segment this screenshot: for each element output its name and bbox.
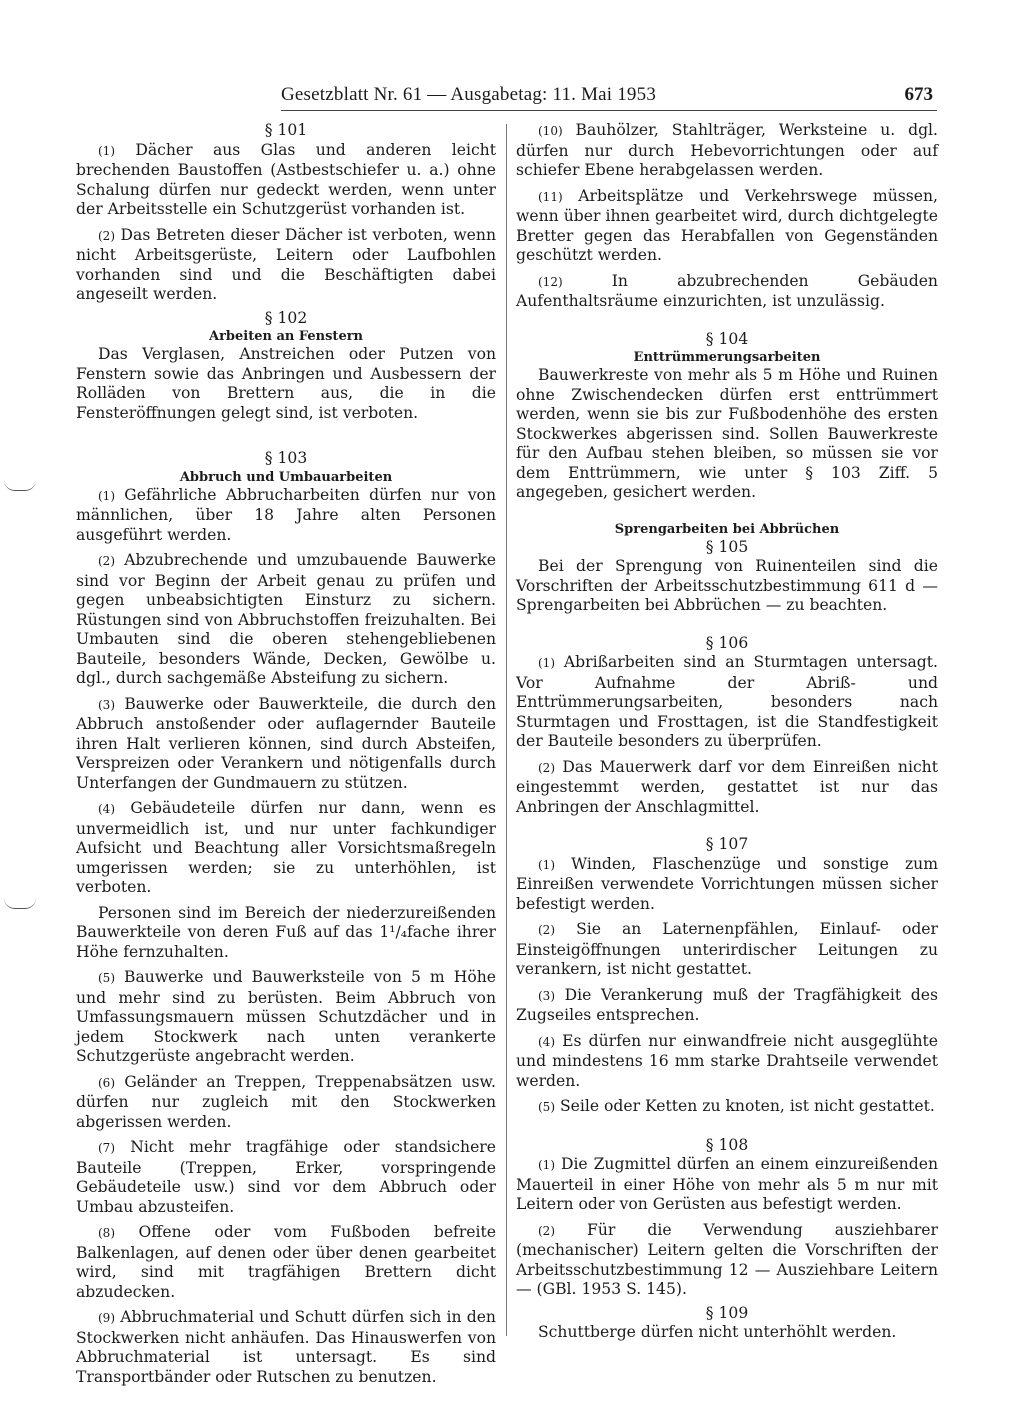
section-101-para-1: (1) Dächer aus Glas und anderen leicht brechenden Baustoffen (Astbestschiefer u. a.) ohne Schalung dürfen nur gedeckt werden, wenn unter der Arbeitsstelle ein Schutzgerüst vorhanden ist. <box>76 140 496 218</box>
section-105-number: § 105 <box>705 537 749 556</box>
section-103-number: § 103 <box>264 449 308 467</box>
section-104-para-1: Bauwerkreste von mehr als 5 m Höhe und Ruinen ohne Zwischendecken dürfen erst enttrümmert werden, wenn sie bis zur Fußbodenhöhe des ersten Stockwerkes abgerissen sind. Sollen Bauwerkreste für den Aufbau stehen bleiben, so müssen sie vor dem Enttrümmern, wie unter § 103 Ziff. 5 angegeben, gesichert werden. <box>516 366 938 501</box>
section-103-para-7: (7) Nicht mehr tragfähige oder standsichere Bauteile (Treppen, Erker, vorspringende Gebäudeteile usw.) sind vor dem Abbruch oder Umbau abzusteifen. <box>76 1138 496 1216</box>
section-103-para-5: (5) Bauwerke und Bauwerksteile von 5 m Höhe und mehr sind zu berüsten. Beim Abbruch von Umfassungsmauern müssen Schutzdächer und in jedem Stockwerk nach unten verankerte Schutzgerüste angebracht werden. <box>76 968 496 1065</box>
section-107-para-4: (4) Es dürfen nur einwandfreie nicht ausgeglühte und mindestens 16 mm starke Drahtseile verwendet werden. <box>516 1031 938 1090</box>
section-106-para-1: (1) Abrißarbeiten sind an Sturmtagen untersagt. Vor Aufnahme der Abriß- und Enttrümmerungsarbeiten, besonders nach Sturmtagen und Frosttagen, ist die Standfestigkeit der Bauteile besonders zu überprüfen. <box>516 653 939 750</box>
section-103-para-3: (3) Bauwerke oder Bauwerkteile, die durch den Abbruch anstoßender oder auflagernder Bauteile ihren Halt verlieren können, sind durch Absteifen, Verspreizen oder Verankern und nötigenfalls durch Unterfangen der Gundmauern zu stützen. <box>76 694 497 792</box>
section-108-para-2: (2) Für die Verwendung ausziehbarer (mechanischer) Leitern gelten die Vorschriften der Arbeitsschutzbestimmung 12 — Ausziehbare Leitern — (GBl. 1953 S. 145). <box>516 1220 938 1298</box>
section-103-para-11: (11) Arbeitsplätze und Verkehrswege müssen, wenn über ihnen gearbeitet wird, durch dichtgelegte Bretter gegen das Herabfallen von Gegenständen geschützt werden. <box>516 186 938 264</box>
section-106-number: § 106 <box>705 633 749 652</box>
section-107-para-1: (1) Winden, Flaschenzüge und sonstige zum Einreißen verwendete Vorrichtungen müssen sicher befestigt werden. <box>516 854 938 913</box>
section-104-number: § 104 <box>705 329 749 348</box>
section-103-title: Abbruch und Umbauarbeiten <box>179 469 393 485</box>
page-header <box>281 84 937 111</box>
section-103-para-1: (1) Gefährliche Abbrucharbeiten dürfen nur von männlichen, über 18 Jahre alten Personen ausgeführt werden. <box>76 485 496 544</box>
column-divider <box>506 124 507 1336</box>
section-106-para-2: (2) Das Mauerwerk darf vor dem Einreißen nicht eingestemmt werden, gestattet ist nur das Anbringen der Anschlagmittel. <box>516 757 938 816</box>
section-102-title: Arbeiten an Fenstern <box>208 329 364 344</box>
margin-mark <box>4 898 36 909</box>
right-column <box>516 121 938 1343</box>
section-103-para-12: (12) In abzubrechenden Gebäuden Aufenthaltsräume einzurichten, ist unzulässig. <box>516 271 938 310</box>
section-104-title: Enttrümmerungsarbeiten <box>633 350 821 365</box>
section-105-heading: Sprengarbeiten bei Abbrüchen <box>614 521 840 537</box>
section-107-para-2: (2) Sie an Laternenpfählen, Einlauf- oder Einsteigöffnungen unterirdischer Leitungen zu verankern, ist nicht gestattet. <box>516 920 938 978</box>
section-109-para-1: Schuttberge dürfen nicht unterhöhlt werden. <box>538 1323 897 1341</box>
section-102-number: § 102 <box>264 308 308 327</box>
margin-mark <box>4 480 36 491</box>
section-109-number: § 109 <box>705 1303 749 1322</box>
section-107-number: § 107 <box>705 835 749 853</box>
section-108-number: § 108 <box>705 1135 749 1154</box>
section-105-para-1: Bei der Sprengung von Ruinenteilen sind die Vorschriften der Arbeitsschutzbestimmung 611 d — Sprengarbeiten bei Abbrüchen — zu beachten. <box>516 557 938 614</box>
section-103-para-9: (9) Abbruchmaterial und Schutt dürfen sich in den Stockwerken nicht anhäufen. Das Hinauswerfen von Abbruchmaterial ist untersagt. Es sind Transportbänder oder Rutschen zu benutzen. <box>76 1308 496 1386</box>
gazette-title: Gesetzblatt Nr. 61 — Ausgabetag: 11. Mai 1953 <box>281 84 657 105</box>
section-107-para-5: (5) Seile oder Ketten zu knoten, ist nicht gestattet. <box>538 1097 935 1115</box>
section-103-para-8: (8) Offene oder vom Fußboden befreite Balkenlagen, auf denen oder über denen gearbeitet wird, sind mit tragfähigen Brettern dicht abzudecken. <box>76 1223 496 1301</box>
section-101-para-2: (2) Das Betreten dieser Dächer ist verboten, wenn nicht Arbeitsgerüste, Leitern oder Laufbohlen vorhanden sind und die Beschäftigten dabei angeseilt werden. <box>76 225 496 303</box>
section-107-para-3: (3) Die Verankerung muß der Tragfähigkeit des Zugseiles entsprechen. <box>516 985 938 1024</box>
section-101-number: § 101 <box>264 121 308 139</box>
section-103-para-2: (2) Abzubrechende und umzubauende Bauwerke sind vor Beginn der Arbeit genau zu prüfen und gegen unbeabsichtigten Einsturz zu sichern. Rüstungen sind von Abbruchstoffen freizuhalten. Bei Umbauten sind die oberen stehengebliebenen Bauteile, besonders Wände, Decken, Gewölbe u. dgl., durch sachgemäße Absteifung zu sichern. <box>76 551 496 687</box>
page-number: 673 <box>904 84 933 105</box>
section-103-para-4b: Personen sind im Bereich der niederzureißenden Bauwerkteile von deren Fuß auf das 1¹/₄fache ihrer Höhe fernzuhalten. <box>76 903 496 961</box>
section-103-para-6: (6) Geländer an Treppen, Treppenabsätzen usw. dürfen nur zugleich mit den Stockwerken abgerissen werden. <box>76 1072 496 1131</box>
left-column <box>76 121 496 1387</box>
section-103-para-4: (4) Gebäudeteile dürfen nur dann, wenn es unvermeidlich ist, und nur unter fachkundiger Aufsicht und Beachtung aller Vorsichtsmaßregeln umgerissen werden; sie zu unterhöhlen, ist verboten. <box>76 799 496 896</box>
section-102-para-1: Das Verglasen, Anstreichen oder Putzen von Fenstern sowie das Anbringen und Ausbessern der Rolläden von Brettern aus, die in die Fensteröffnungen gelegt sind, ist verboten. <box>76 345 496 422</box>
section-108-para-1: (1) Die Zugmittel dürfen an einem einzureißenden Mauerteil in einer Höhe von mehr als 5 m nur mit Leitern oder von Gerüsten aus befestigt werden. <box>516 1155 938 1213</box>
section-103-para-10: (10) Bauhölzer, Stahlträger, Werksteine u. dgl. dürfen nur durch Hebevorrichtungen oder auf schiefer Ebene herabgelassen werden. <box>516 121 938 179</box>
